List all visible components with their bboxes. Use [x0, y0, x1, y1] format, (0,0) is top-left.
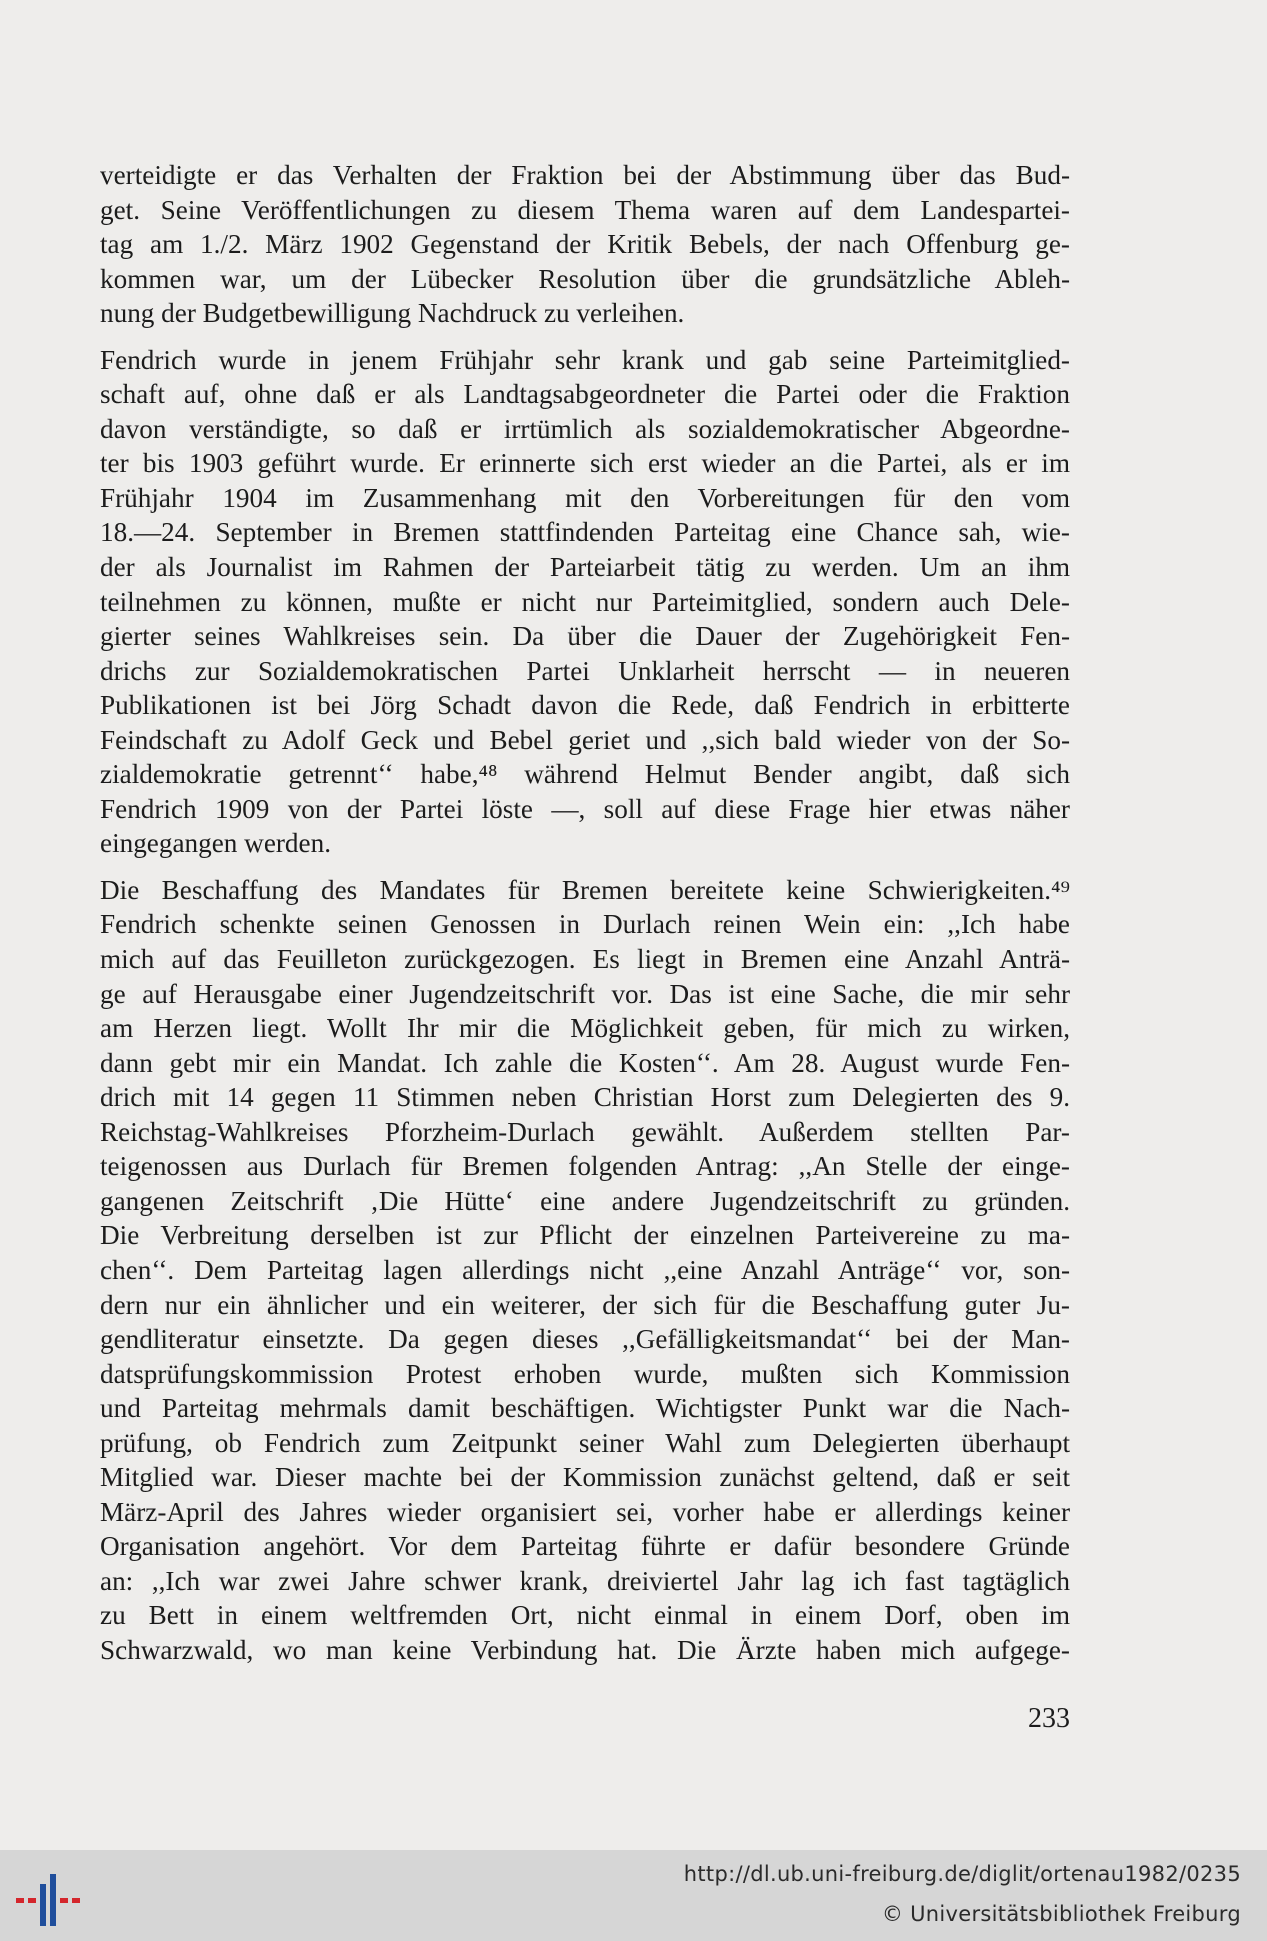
text-line: Die Beschaffung des Mandates für Bremen bereitete keine Schwierigkeiten.⁴⁹: [100, 874, 1070, 905]
text-line: und Parteitag mehrmals damit beschäftigen. Wichtigster Punkt war die Nach-: [100, 1393, 1070, 1424]
copyright-notice: © Universitätsbibliothek Freiburg: [881, 1902, 1241, 1926]
text-line: an: ,,Ich war zwei Jahre schwer krank, dreiviertel Jahr lag ich fast tagtäglich: [100, 1565, 1070, 1596]
text-line: Publikationen ist bei Jörg Schadt davon die Rede, daß Fendrich in erbitterte: [100, 690, 1070, 721]
text-line: Mitglied war. Dieser machte bei der Kommission zunächst geltend, daß er seit: [100, 1462, 1070, 1493]
text-line: davon verständigte, so daß er irrtümlich als sozialdemokratischer Abgeordne-: [100, 413, 1070, 444]
text-line: Die Verbreitung derselben ist zur Pflicht der einzelnen Parteivereine zu ma-: [100, 1220, 1070, 1251]
text-line: teigenossen aus Durlach für Bremen folgenden Antrag: ,,An Stelle der einge-: [100, 1151, 1070, 1182]
text-line: 18.—24. September in Bremen stattfindenden Parteitag eine Chance sah, wie-: [100, 517, 1070, 548]
text-line: Fendrich schenkte seinen Genossen in Durlach reinen Wein ein: ,,Ich habe: [100, 909, 1070, 940]
text-line: prüfung, ob Fendrich zum Zeitpunkt seiner Wahl zum Delegierten überhaupt: [100, 1427, 1070, 1458]
text-line: tag am 1./2. März 1902 Gegenstand der Kritik Bebels, der nach Offenburg ge-: [100, 229, 1070, 260]
text-line: Organisation angehört. Vor dem Parteitag führte er dafür besondere Gründe: [100, 1531, 1070, 1562]
text-line: gangenen Zeitschrift ‚Die Hütte‘ eine andere Jugendzeitschrift zu gründen.: [100, 1185, 1070, 1216]
text-line: teilnehmen zu können, mußte er nicht nur Parteimitglied, sondern auch Dele-: [100, 586, 1070, 617]
text-line: Fendrich wurde in jenem Frühjahr sehr krank und gab seine Parteimitglied-: [100, 344, 1070, 375]
text-line: gendliteratur einsetzte. Da gegen dieses ,,Gefälligkeitsmandat‘‘ bei der Man-: [100, 1324, 1070, 1355]
text-line: Frühjahr 1904 im Zusammenhang mit den Vorbereitungen für den vom: [100, 482, 1070, 513]
text-line: zialdemokratie getrennt‘‘ habe,⁴⁸ während Helmut Bender angibt, daß sich: [100, 759, 1070, 790]
text-line: zu Bett in einem weltfremden Ort, nicht einmal in einem Dorf, oben im: [100, 1600, 1070, 1631]
text-line: gierter seines Wahlkreises sein. Da über die Dauer der Zugehörigkeit Fen-: [100, 621, 1070, 652]
text-line: datsprüfungskommission Protest erhoben wurde, mußten sich Kommission: [100, 1358, 1070, 1389]
text-line: Feindschaft zu Adolf Geck und Bebel geriet und ,,sich bald wieder von der So-: [100, 724, 1070, 755]
text-line: am Herzen liegt. Wollt Ihr mir die Möglichkeit geben, für mich zu wirken,: [100, 1013, 1070, 1044]
page-number: 233: [1028, 1703, 1070, 1734]
text-line: nung der Budgetbewilligung Nachdruck zu verleihen.: [100, 298, 685, 329]
document-url-link[interactable]: http://dl.ub.uni-freiburg.de/diglit/ortenau1982/0235: [683, 1862, 1241, 1886]
text-line: kommen war, um der Lübecker Resolution über die grundsätzliche Ableh-: [100, 263, 1070, 294]
text-line: Schwarzwald, wo man keine Verbindung hat. Die Ärzte haben mich aufgege-: [100, 1634, 1070, 1665]
text-line: März-April des Jahres wieder organisiert sei, vorher habe er allerdings keiner: [100, 1496, 1070, 1527]
text-line: Reichstag-Wahlkreises Pforzheim-Durlach gewählt. Außerdem stellten Par-: [100, 1116, 1070, 1147]
footer-bar: [0, 1850, 1267, 1941]
text-line: schaft auf, ohne daß er als Landtagsabgeordneter die Partei oder die Fraktion: [100, 379, 1070, 410]
text-line: dann gebt mir ein Mandat. Ich zahle die Kosten‘‘. Am 28. August wurde Fen-: [100, 1047, 1070, 1078]
text-line: Fendrich 1909 von der Partei löste —, soll auf diese Frage hier etwas näher: [100, 793, 1070, 824]
text-line: der als Journalist im Rahmen der Parteiarbeit tätig zu werden. Um an ihm: [100, 552, 1070, 583]
ub-freiburg-logo-icon: [16, 1872, 86, 1932]
text-line: eingegangen werden.: [100, 828, 331, 859]
text-line: get. Seine Veröffentlichungen zu diesem Thema waren auf dem Landespartei-: [100, 194, 1070, 225]
text-line: ge auf Herausgabe einer Jugendzeitschrift vor. Das ist eine Sache, die mir sehr: [100, 978, 1070, 1009]
text-line: drich mit 14 gegen 11 Stimmen neben Christian Horst zum Delegierten des 9.: [100, 1082, 1070, 1113]
text-line: mich auf das Feuilleton zurückgezogen. Es liegt in Bremen eine Anzahl Anträ-: [100, 944, 1070, 975]
text-line: verteidigte er das Verhalten der Fraktion bei der Abstimmung über das Bud-: [100, 160, 1070, 190]
paragraph: [100, 158, 1070, 331]
body-text: [100, 158, 1070, 1668]
paragraph: [100, 873, 1070, 1668]
text-line: dern nur ein ähnlicher und ein weiterer, der sich für die Beschaffung guter Ju-: [100, 1289, 1070, 1320]
text-line: chen‘‘. Dem Parteitag lagen allerdings nicht ,,eine Anzahl Anträge‘‘ vor, son-: [100, 1254, 1070, 1285]
paragraph: [100, 343, 1070, 861]
text-line: ter bis 1903 geführt wurde. Er erinnerte sich erst wieder an die Partei, als er im: [100, 448, 1070, 479]
text-line: drichs zur Sozialdemokratischen Partei Unklarheit herrscht — in neueren: [100, 655, 1070, 686]
